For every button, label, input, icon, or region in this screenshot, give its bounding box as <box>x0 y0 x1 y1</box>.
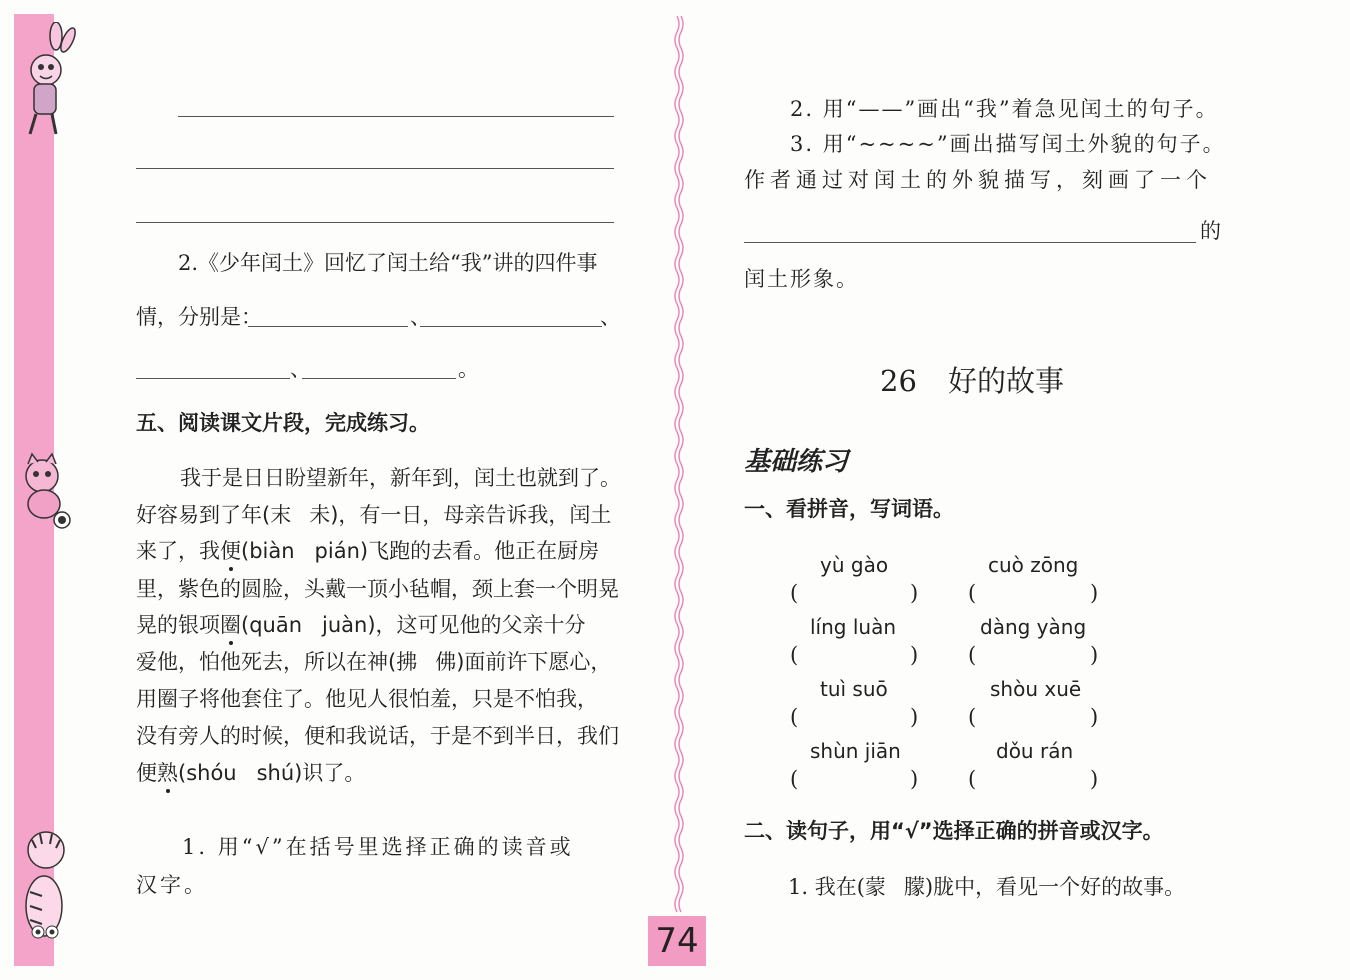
answer-line[interactable] <box>136 222 614 223</box>
passage-line: 里，紫色的圆脸，头戴一顶小毡帽，颈上套一个明晃 <box>136 577 619 601</box>
answer-paren-open[interactable]: ( <box>968 643 977 667</box>
dotted-char: 熟 <box>157 761 178 785</box>
answer-paren-open[interactable]: ( <box>968 767 977 791</box>
separator: 、 <box>410 305 431 329</box>
answer-paren-close[interactable]: ) <box>1090 705 1099 729</box>
question-2-prefix: 情，分别是： <box>136 305 262 329</box>
pinyin-word: shòu xuē <box>990 677 1082 701</box>
passage-line: 晃的银项圈(quān juàn)，这可见他的父亲十分 <box>136 613 586 637</box>
answer-paren-open[interactable]: ( <box>790 767 799 791</box>
answer-paren-open[interactable]: ( <box>968 581 977 605</box>
period: 。 <box>458 357 479 381</box>
page-number: 74 <box>648 916 706 966</box>
dotted-char: 圈 <box>220 613 241 637</box>
raccoon-icon <box>16 452 76 532</box>
answer-blank-4[interactable] <box>302 378 456 379</box>
answer-paren-close[interactable]: ) <box>910 581 919 605</box>
pinyin-word: yù gào <box>820 553 889 577</box>
lesson-title: 好的故事 <box>948 364 1065 398</box>
answer-paren-close[interactable]: ) <box>910 643 919 667</box>
answer-paren-close[interactable]: ) <box>1090 581 1099 605</box>
exercise-3-text-cont: 作者通过对闰土的外貌描写，刻画了一个 <box>744 168 1212 192</box>
exercise-3-de: 的 <box>1200 219 1221 243</box>
basic-practice-title: 基础练习 <box>744 447 849 477</box>
answer-blank-3[interactable] <box>136 378 290 379</box>
rabbit-icon <box>16 22 76 142</box>
passage-line: 用圈子将他套住了。他见人很怕羞，只是不怕我， <box>136 687 598 711</box>
answer-paren-close[interactable]: ) <box>1090 643 1099 667</box>
exercise-3-text-end: 闰土形象。 <box>744 267 859 291</box>
exercise-3-text: 3. 用“~~~~”画出描写闰土外貌的句子。 <box>790 132 1226 156</box>
exercise-2-text: 2. 用“——”画出“我”着急见闰土的句子。 <box>790 97 1219 121</box>
center-fold-line <box>674 16 684 916</box>
answer-paren-open[interactable]: ( <box>968 705 977 729</box>
passage-line: 来了，我便(biàn pián)飞跑的去看。他正在厨房 <box>136 539 600 563</box>
separator: 、 <box>290 357 311 381</box>
answer-paren-close[interactable]: ) <box>910 705 919 729</box>
answer-paren-open[interactable]: ( <box>790 581 799 605</box>
part-2-question-1: 1. 我在(蒙 朦)胧中，看见一个好的故事。 <box>788 875 1186 899</box>
passage-line: 好容易到了年(末 未)，有一日，母亲告诉我，闰土 <box>136 503 612 527</box>
answer-line[interactable] <box>744 242 1196 243</box>
answer-blank-2[interactable] <box>420 326 602 327</box>
section-5-title: 五、阅读课文片段，完成练习。 <box>136 411 430 435</box>
passage-line: 爱他，怕他死去，所以在神(拂 佛)面前许下愿心， <box>136 650 612 674</box>
question-2-text: 2.《少年闰土》回忆了闰土给“我”讲的四件事 <box>178 251 598 275</box>
pinyin-word: cuò zōng <box>988 553 1079 577</box>
passage-line: 我于是日日盼望新年，新年到，闰土也就到了。 <box>180 466 621 490</box>
separator: 、 <box>600 305 621 329</box>
exercise-1-text: 1. 用“√”在括号里选择正确的读音或 <box>182 835 574 859</box>
lesson-number: 26 <box>880 364 917 398</box>
answer-line[interactable] <box>178 116 614 117</box>
pinyin-word: dǒu rán <box>996 739 1074 763</box>
answer-line[interactable] <box>136 168 614 169</box>
pinyin-word: dàng yàng <box>980 615 1087 639</box>
answer-paren-close[interactable]: ) <box>1090 767 1099 791</box>
pinyin-word: shùn jiān <box>810 739 901 763</box>
answer-paren-open[interactable]: ( <box>790 643 799 667</box>
pinyin-word: tuì suō <box>820 677 888 701</box>
answer-blank-1[interactable] <box>248 326 408 327</box>
pinyin-word: líng luàn <box>810 615 897 639</box>
tiger-icon <box>16 826 76 956</box>
passage-line: 没有旁人的时候，便和我说话，于是不到半日，我们 <box>136 724 619 748</box>
part-2-title: 二、读句子，用“√”选择正确的拼音或汉字。 <box>744 819 1164 843</box>
passage-line: 便熟(shóu shú)识了。 <box>136 761 366 785</box>
exercise-1-text-cont: 汉字。 <box>136 873 208 897</box>
part-1-title: 一、看拼音，写词语。 <box>744 497 954 521</box>
answer-paren-close[interactable]: ) <box>910 767 919 791</box>
answer-paren-open[interactable]: ( <box>790 705 799 729</box>
dotted-char: 便 <box>220 539 241 563</box>
